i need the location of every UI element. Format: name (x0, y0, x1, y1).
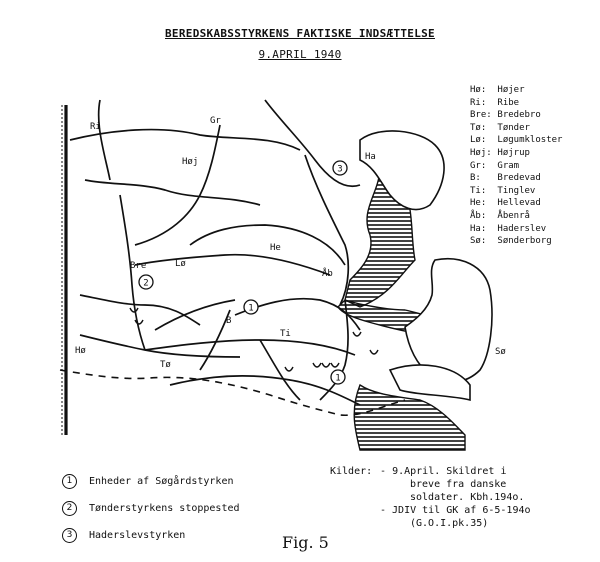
marker-1-tinglev (331, 370, 345, 384)
place-ri: Ri (90, 122, 101, 132)
legend-text: Enheder af Søgårdstyrken (89, 476, 234, 487)
abbr-item: Åb: Åbenrå (470, 210, 530, 221)
legend (62, 468, 240, 549)
svg-text:1: 1 (335, 373, 341, 384)
sources-label: Kilder: (330, 466, 373, 477)
place-ti: Ti (280, 329, 291, 339)
svg-text:2: 2 (143, 278, 149, 289)
marker-1-bredevad (244, 300, 258, 314)
legend-item (62, 522, 240, 549)
place-he: He (270, 243, 281, 253)
map-title: BEREDSKABSSTYRKENS FAKTISKE INDSÆTTELSE (165, 27, 435, 40)
source-line: - JDIV til GK af 6-5-194o (380, 505, 531, 516)
abbr-item: Gr: Gram (470, 160, 520, 171)
abbreviation-list (470, 84, 562, 248)
road-network (70, 100, 360, 405)
legend-number-badge: 2 (62, 501, 77, 516)
west-coast-line (62, 105, 66, 435)
abbr-item: Ha: Haderslev (470, 223, 547, 234)
abbr-item: Ri: Ribe (470, 97, 520, 108)
place-hoj: Høj (182, 157, 199, 167)
abbr-item: Sø: Sønderborg (470, 236, 552, 247)
sources-block (330, 465, 531, 530)
place-lo: Lø (175, 259, 186, 269)
marker-3-haderslev (333, 161, 347, 175)
source-line: breve fra danske (410, 479, 507, 490)
abbr-item: Hø: Højer (470, 85, 525, 95)
place-ab: Åb (322, 269, 333, 279)
source-line: (G.O.I.pk.35) (410, 518, 489, 529)
source-line: - 9.April. Skildret i (380, 466, 507, 477)
legend-item (62, 468, 240, 495)
legend-number-badge: 3 (62, 528, 77, 543)
place-gr: Gr (210, 116, 221, 126)
legend-text: Haderslevstyrken (89, 530, 186, 541)
legend-text: Tønderstyrkens stoppested (89, 503, 240, 514)
legend-item (62, 495, 240, 522)
map-date: 9.APRIL 1940 (258, 48, 342, 61)
place-b: B (226, 316, 232, 326)
abbr-item: He: Hellevad (470, 198, 541, 209)
abbr-item: B: Bredevad (470, 173, 541, 184)
legend-number-badge: 1 (62, 474, 77, 489)
place-bre: Bre (130, 261, 147, 271)
place-ho: Hø (75, 346, 86, 356)
als-island (405, 259, 492, 382)
source-line: soldater. Kbh.194o. (410, 492, 525, 503)
marker-2-bredebro (139, 275, 153, 289)
abbr-item: Tø: Tønder (470, 122, 530, 133)
abbr-item: Lø: Løgumkloster (470, 135, 563, 146)
abbr-item: Bre: Bredebro (470, 110, 541, 121)
abbr-item: Ti: Tinglev (470, 185, 536, 196)
place-to: Tø (160, 360, 171, 370)
svg-text:1: 1 (248, 303, 254, 314)
svg-text:3: 3 (337, 164, 343, 175)
figure-caption: Fig. 5 (282, 533, 329, 552)
abbr-item: Høj: Højrup (470, 147, 530, 158)
place-ha: Ha (365, 152, 376, 162)
place-so: Sø (495, 347, 506, 357)
